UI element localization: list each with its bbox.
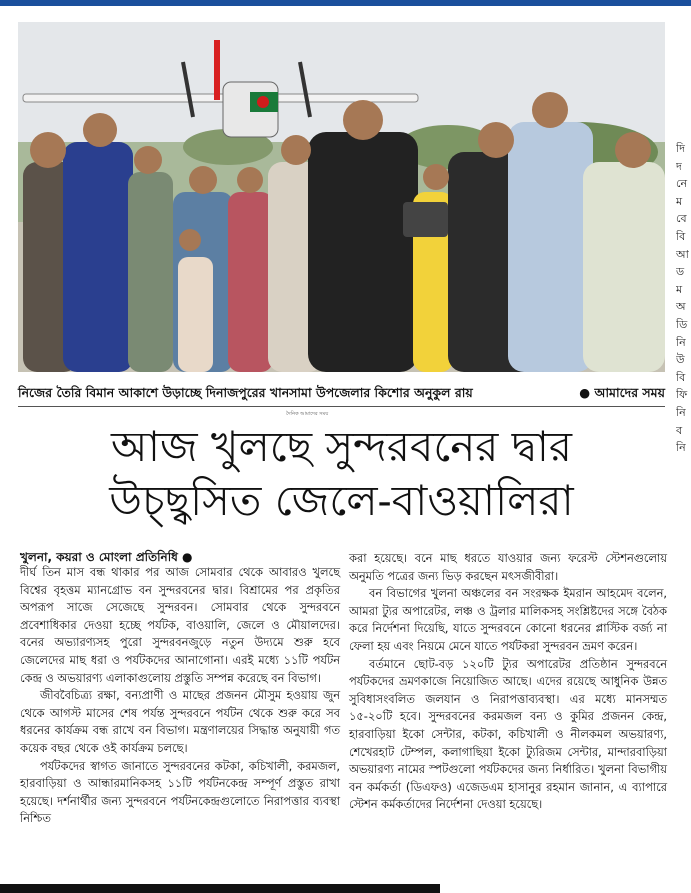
byline: খুলনা, কয়রা ও মোংলা প্রতিনিধি ● bbox=[20, 550, 193, 564]
paragraph: জীববৈচিত্র্য রক্ষা, বন্যপ্রাণী ও মাছের প্রজনন মৌসুম হওয়ায় জুন থেকে আগস্ট মাসের শেষ পর্যন্ত সুন্দরবনে পর্যটন থেকে শুরু করে সব ধরনের কার্যক্রম বন্ধ রাখে বন বিভাগ। মন্ত্রণালয়ের সিদ্ধান্ত অনুযায়ী গত কয়েক বছর থেকে ওই কার্যক্রম চলছে। bbox=[20, 688, 340, 755]
bottom-bar bbox=[0, 884, 440, 893]
adjacent-column-fragment: দি দ নে ম বে বি আ ড ম অ ডি নি উ বি ফি নি ব নি bbox=[676, 142, 689, 455]
headline-line-2: উচ্ছ্বসিত জেলে-বাওয়ালিরা bbox=[109, 476, 574, 525]
kicker-label: দৈনিক আমাদের সময় bbox=[286, 411, 329, 417]
top-color-bar bbox=[0, 0, 691, 6]
caption-divider bbox=[18, 406, 665, 407]
paragraph: বর্তমানে ছোট-বড় ১২০টি ট্যুর অপারেটর প্রতিষ্ঠান সুন্দরবনে পর্যটকদের ভ্রমণকাজে নিয়োজিত আছে। এদের রয়েছে আধুনিক উন্নত সুবিধাসংবলিত জলযান ও নিরাপত্তাব্যবস্থা। এর মধ্যে মানসম্মত ১৫-২০টি হবে। সুন্দরবনের করমজল বন্য ও কুমির প্রজনন কেন্দ্র, হারবাড়িয়া ইকো সেন্টার, কটকা, কচিখালী ও নীলকমল অভয়ারণ্য, শেখেরহাট টেম্পল, কলাগাছিয়া ইকো ট্যুরিজম সেন্টার, মান্দারবাড়িয়া অভয়ারণ্য নামের স্পটগুলো পর্যটকদের জন্য নির্ধারিত। খুলনা বিভাগীয় বন কর্মকর্তা (ডিএফও) এজেডএম হাসানুর রহমান জানান, এ ব্যাপারে স্টেশন কর্মকর্তাদের নির্দেশনা দেওয়া হয়েছে। bbox=[349, 656, 667, 812]
headline-line-1: আজ খুলছে সুন্দরবনের দ্বার bbox=[110, 422, 573, 471]
paragraph: পর্যটকদের স্বাগত জানাতে সুন্দরবনের কটকা, কচিখালী, করমজল, হারবাড়িয়া ও আন্ধারমানিকসহ ১১টি পর্যটনকেন্দ্র সম্পূর্ণ প্রস্তুত রাখা হয়েছে। দর্শনার্থীর জন্য সুন্দরবনে পর্যটনকেন্দ্রগুলোতে নিরাপত্তার ব্যবস্থা নিশ্চিত bbox=[20, 758, 340, 826]
photo-caption: নিজের তৈরি বিমান আকাশে উড়াচ্ছে দিনাজপুরের খানসামা উপজেলার কিশোর অনুকুল রায় bbox=[18, 385, 473, 400]
article-column-2 bbox=[349, 550, 667, 814]
article-column-1 bbox=[20, 564, 340, 828]
paragraph: করা হয়েছে। বনে মাছ ধরতে যাওয়ার জন্য ফরেস্ট স্টেশনগুলোয় অনুমতি পত্রের জন্য ভিড় করছেন মৎসজীবীরা। bbox=[349, 551, 667, 583]
headline bbox=[18, 420, 665, 528]
paragraph: দীর্ঘ তিন মাস বন্ধ থাকার পর আজ সোমবার থেকে আবারও খুলছে বিশ্বের বৃহত্তম ম্যানগ্রোভ বন সুন্দরবনের দ্বার। বিশ্রামের পর প্রকৃতির অপরূপ সাজে সেজেছে সুন্দরবন। সোমবার থেকে সুন্দরবনে প্রবেশাধিকার দেওয়া হচ্ছে পর্যটক, বাওয়ালি, জেলে ও মৌয়ালদের। বনের অভ্যারণ্যসহ পুরো সুন্দরবনজুড়ে নতুন উদ্যমে শুরু হবে জেলেদের মাছ ধরা ও পর্যটকদের আনাগোনা। এরই মধ্যে ১১টি পর্যটন কেন্দ্র ও অভয়ারণ্য এলাকাগুলোয় প্রস্তুতি সম্পন্ন করেছে বন বিভাগ। bbox=[20, 565, 340, 685]
photo-credit: ● আমাদের সময় bbox=[579, 385, 665, 400]
paragraph: বন বিভাগের খুলনা অঞ্চলের বন সংরক্ষক ইমরান আহমেদ বলেন, আমরা ট্যুর অপারেটর, লঞ্চ ও ট্রলার মালিকসহ সংশ্লিষ্টদের সঙ্গে বৈঠক করে নির্দেশনা দিয়েছি, যাতে সুন্দরবনে কোনো ধরনের প্লাস্টিক বর্জ্য না ফেলা হয় এবং নিয়মে মেনে যাতে পর্যটকরা সুন্দরবন ভ্রমণ করেন। bbox=[349, 586, 667, 653]
news-photo bbox=[18, 22, 665, 372]
